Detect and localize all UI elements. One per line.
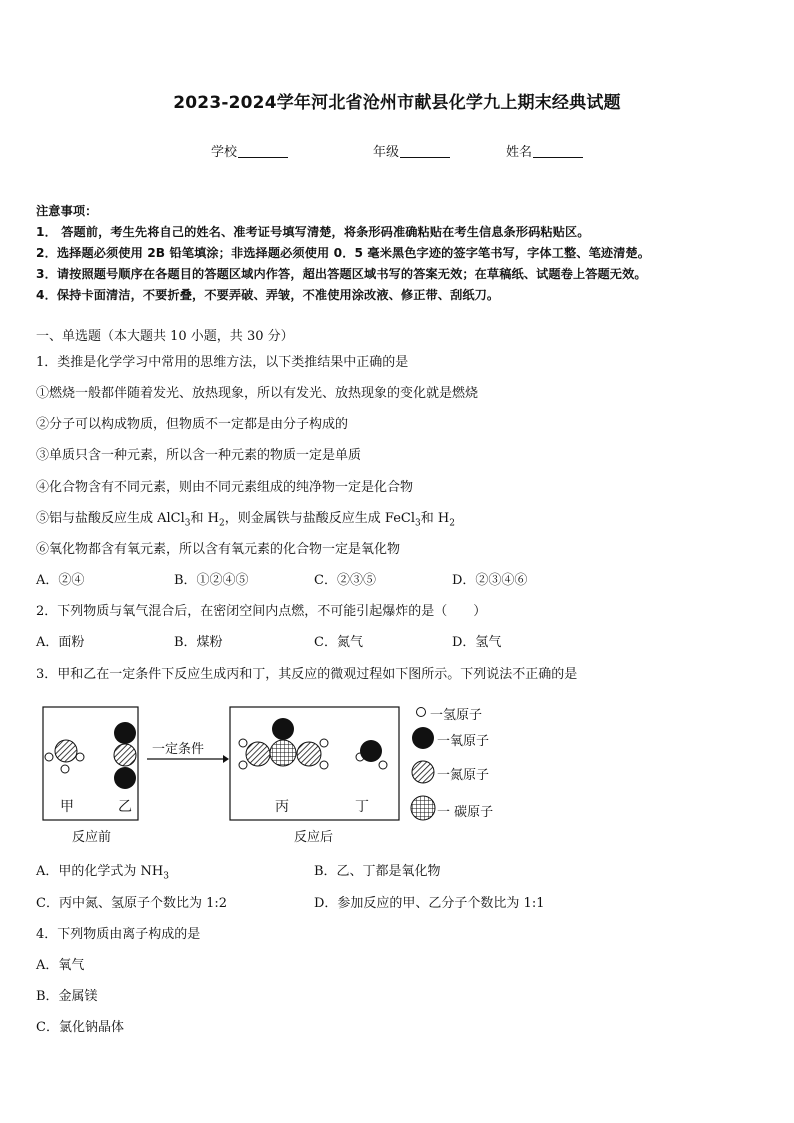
option-d[interactable]: D．②③④⑥: [452, 573, 528, 588]
option-b[interactable]: B．煤粉: [174, 635, 223, 650]
statement: ③单质只含一种元素，所以含一种元素的物质一定是单质: [36, 448, 362, 463]
option-d[interactable]: D．氢气: [452, 635, 502, 650]
oxygen-atom: [114, 722, 136, 744]
arrowhead: [223, 755, 229, 763]
page-title: 2023-2024学年河北省沧州市献县化学九上期末经典试题: [173, 93, 621, 113]
nitrogen-legend-icon: [412, 761, 434, 783]
option-b[interactable]: B．乙、丁都是氧化物: [314, 864, 441, 879]
option-a[interactable]: A．甲的化学式为 $NH_3$: [36, 864, 169, 882]
option-a[interactable]: A．②④: [36, 573, 85, 588]
hydrogen-atom: [76, 753, 84, 761]
notice-item: 2．选择题必须使用 2B 铅笔填涂；非选择题必须使用 0．5 毫米黑色字迹的签字笔书写，字体工整、笔迹清楚。: [36, 246, 651, 260]
oxygen-legend-icon: [412, 727, 434, 749]
school-label: 学校: [211, 145, 238, 160]
option-b[interactable]: B．金属镁: [36, 989, 98, 1004]
option-a[interactable]: A．面粉: [36, 635, 85, 650]
question-stem: 2．下列物质与氧气混合后，在密闭空间内点燃，不可能引起爆炸的是（ ）: [36, 604, 487, 619]
statement: ①燃烧一般都伴随着发光、放热现象，所以有发光、放热现象的变化就是燃烧: [36, 386, 479, 401]
name-label: 姓名: [506, 145, 533, 160]
statement: ②分子可以构成物质，但物质不一定都是由分子构成的: [36, 417, 349, 432]
notice-heading: 注意事项：: [36, 204, 98, 218]
hydrogen-atom: [320, 761, 328, 769]
question-stem: 1．类推是化学学习中常用的思维方法，以下类推结果中正确的是: [36, 355, 409, 370]
label-after: 反应后: [294, 830, 334, 845]
option-d[interactable]: D．参加反应的甲、乙分子个数比为 1:1: [314, 896, 545, 911]
nitrogen-atom: [55, 740, 77, 762]
grade-label: 年级: [373, 145, 400, 160]
carbon-atom: [270, 740, 296, 766]
hydrogen-atom: [320, 739, 328, 747]
statement: ⑥氧化物都含有氧元素，所以含有氧元素的化合物一定是氧化物: [36, 542, 401, 557]
oxygen-atom: [272, 718, 294, 740]
question-stem: 3．甲和乙在一定条件下反应生成丙和丁，其反应的微观过程如下图所示。下列说法不正确的是: [36, 667, 578, 682]
hydrogen-atom: [61, 765, 69, 773]
question-stem: 4．下列物质由离子构成的是: [36, 927, 201, 942]
legend-carbon: 一 碳原子: [437, 805, 494, 820]
label-ding: 丁: [355, 799, 369, 815]
legend-hydrogen: 一氢原子: [430, 708, 483, 723]
ammonia-molecule: [45, 740, 84, 773]
reaction-condition: 一定条件: [152, 742, 205, 757]
hydrogen-atom: [45, 753, 53, 761]
hydrogen-legend-icon: [417, 708, 426, 717]
hydrogen-atom: [239, 761, 247, 769]
carbon-legend-icon: [411, 796, 435, 820]
label-before: 反应前: [72, 830, 112, 845]
option-c[interactable]: C．丙中氮、氢原子个数比为 1:2: [36, 896, 228, 911]
notice-item: 4．保持卡面清洁，不要折叠，不要弄破、弄皱，不准使用涂改液、修正带、刮纸刀。: [36, 288, 500, 302]
notice-item: 3．请按照题号顺序在各题目的答题区域内作答，超出答题区域书写的答案无效；在草稿纸、试题卷上答题无效。: [36, 267, 647, 281]
option-c[interactable]: C．②③⑤: [314, 573, 376, 588]
label-yi: 乙: [118, 799, 132, 815]
hydrogen-atom: [379, 761, 387, 769]
nitrogen-atom: [297, 742, 321, 766]
label-jia: 甲: [60, 799, 74, 815]
statement: ⑤铝与盐酸反应生成 AlCl$_3$和 $H_2$，则金属铁与盐酸反应生成 FeCl$_3$和 $H_2$: [36, 511, 455, 529]
legend-nitrogen: 一氮原子: [437, 768, 490, 783]
legend-oxygen: 一氧原子: [437, 734, 490, 749]
label-bing: 丙: [275, 799, 289, 815]
oxygen-atom: [114, 767, 136, 789]
nitrogen-atom: [114, 744, 136, 766]
oxygen-atom: [360, 740, 382, 762]
nitrogen-atom: [246, 742, 270, 766]
option-c[interactable]: C．氮气: [314, 635, 363, 650]
section-heading: 一、单选题（本大题共 10 小题，共 30 分）: [36, 329, 294, 344]
hydrogen-atom: [239, 739, 247, 747]
water-molecule: [356, 740, 387, 769]
no2-molecule: [114, 722, 136, 789]
urea-molecule: [239, 718, 328, 769]
option-c[interactable]: C．氯化钠晶体: [36, 1020, 124, 1035]
notice-item: 1． 答题前，考生先将自己的姓名、准考证号填写清楚，将条形码准确粘贴在考生信息条形码粘贴区。: [36, 225, 590, 239]
option-b[interactable]: B．①②④⑤: [174, 573, 249, 588]
legend: [411, 708, 435, 821]
option-a[interactable]: A．氧气: [36, 958, 85, 973]
statement: ④化合物含有不同元素，则由不同元素组成的纯净物一定是化合物: [36, 480, 414, 495]
